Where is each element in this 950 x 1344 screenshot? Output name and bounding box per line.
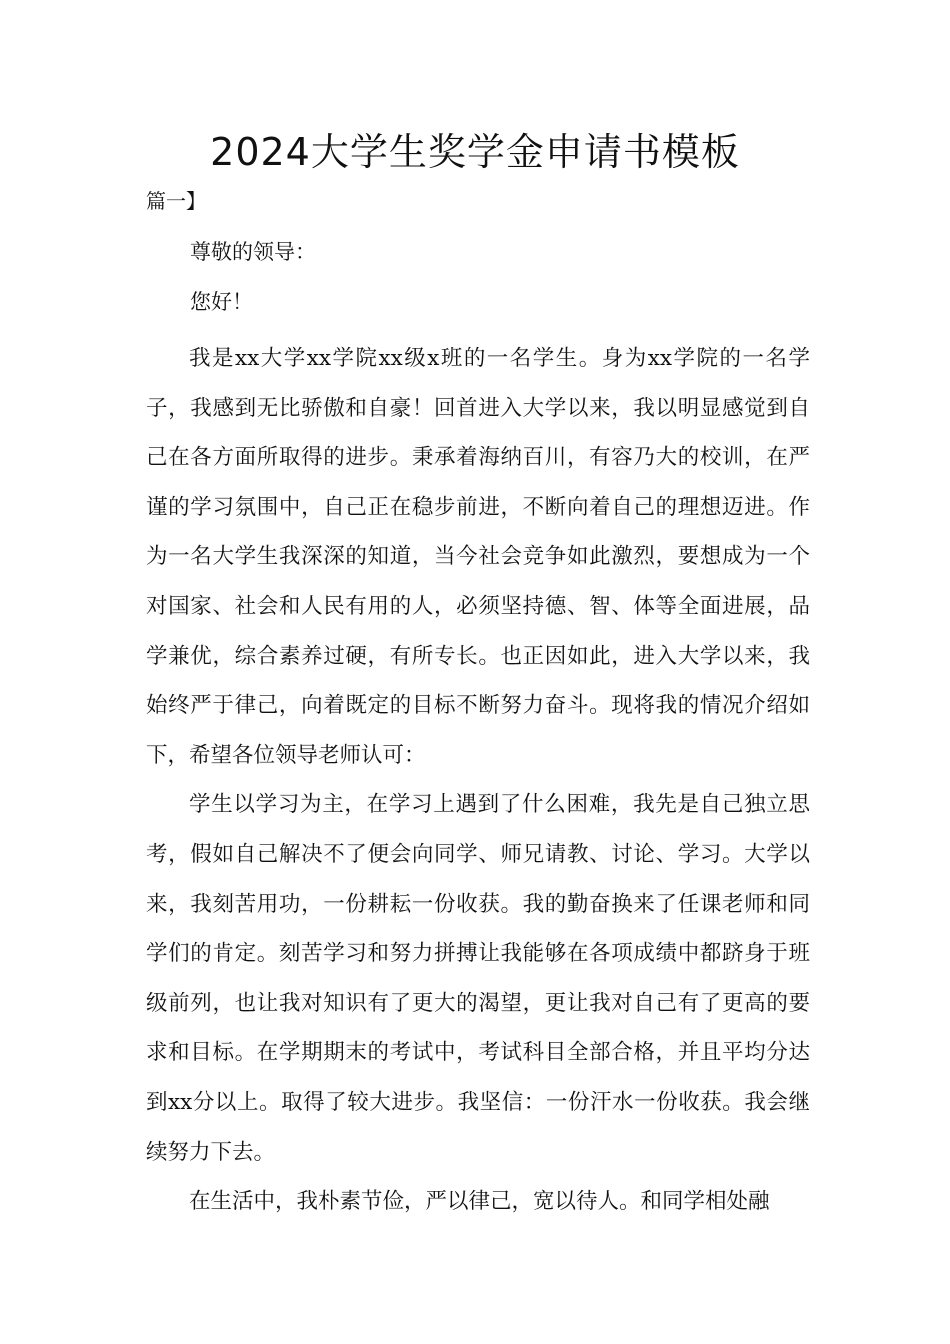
paragraph: 在生活中，我朴素节俭，严以律己，宽以待人。和同学相处融 (189, 1189, 770, 1215)
body-text (146, 334, 810, 1227)
paragraph: 学生以学习为主，在学习上遇到了什么困难，我先是自己独立思考，假如自己解决不了便会向同学、师兄请教、讨论、学习。大学以来，我刻苦用功，一份耕耘一份收获。我的勤奋换来了任课老师和同学们的肯定。刻苦学习和努力拼搏让我能够在各项成绩中都跻身于班级前列，也让我对知识有了更大的渴望，更让我对自己有了更高的要求和目标。在学期期末的考试中，考试科目全部合格，并且平均分达到xx分以上。取得了较大进步。我坚信：一份汗水一份收获。我会继续努力下去。 (146, 792, 810, 1165)
paragraph: 我是xx大学xx学院xx级x班的一名学生。身为xx学院的一名学子，我感到无比骄傲和自豪！回首进入大学以来，我以明显感觉到自己在各方面所取得的进步。秉承着海纳百川，有容乃大的校训，在严谨的学习氛围中，自己正在稳步前进，不断向着自己的理想迈进。作为一名大学生我深深的知道，当今社会竞争如此激烈，要想成为一个对国家、社会和人民有用的人，必须坚持德、智、体等全面进展，品学兼优，综合素养过硬，有所专长。也正因如此，进入大学以来，我始终严于律己，向着既定的目标不断努力奋斗。现将我的情况介绍如下，希望各位领导老师认可： (146, 346, 810, 768)
section-label: 篇一】 (146, 189, 206, 213)
document-title: 2024大学生奖学金申请书模板 (210, 130, 740, 174)
salutation: 尊敬的领导： (190, 240, 316, 264)
greeting: 您好！ (190, 290, 253, 314)
